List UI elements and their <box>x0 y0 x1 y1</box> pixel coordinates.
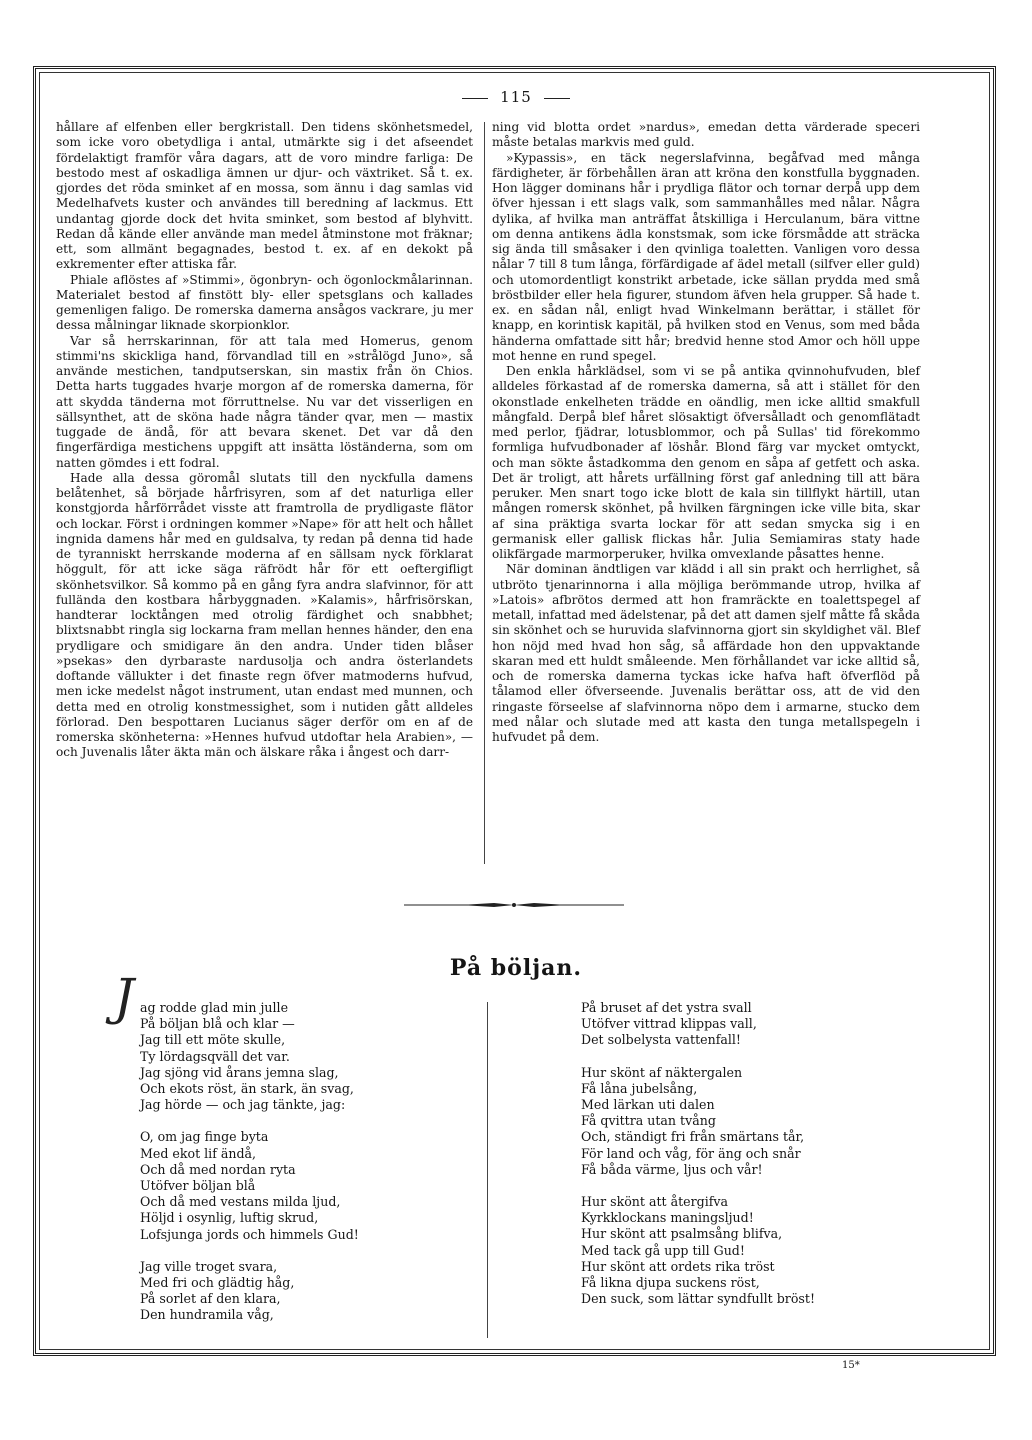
paragraph: ning vid blotta ordet »nardus», emedan detta värderade speceri måste betalas markvis med guld. <box>492 120 920 150</box>
poem-title: På böljan. <box>449 955 583 981</box>
printer-signature: 15* <box>842 1360 860 1371</box>
poem-stanzas-right <box>581 1000 815 1307</box>
article-column-left <box>56 120 473 761</box>
poem-line: Med ekot lif ändå, <box>140 1145 257 1161</box>
stanza-break <box>140 1113 359 1129</box>
page-number: 115 <box>500 88 532 106</box>
header-dash-right <box>544 98 570 99</box>
paragraph: hållare af elfenben eller bergkristall. Den tidens skönhetsmedel, som icke voro obetydliga i antal, utmärkte sig i det afseendet fördelaktigt framför våra dagars, att de voro mindre farliga: De bestodo mest af oskadliga ämnen ur djur- och växtriket. Så t. ex. gjordes det röda sminket af en mossa, som ännu i dag samlas vid Medelhafvets kuster och användes till beredning af lackmus. Ett undantag gjorde dock det hvita sminket, som bestod af blyhvitt. Redan då kände eller använde man medel åtminstone mot fräknar; ett, som allmänt begagnades, bestod t. ex. af en dekokt på exkrementer efter attiska får. <box>56 120 473 272</box>
paragraph: Den enkla hårklädsel, som vi se på antika qvinnohufvuden, blef alldeles förkastad af de romerska damerna, så att i stället för den okonstlade enkelheten trädde en oändlig, men icke alltid smakfull mångfald. Derpå blef håret slösaktigt öfversålladt och genomflätadt med perlor, fjädrar, lotusblommor, och på Sullas' tid förekommo formliga hufvudbonader af löshår. Blond färg var mycket omtyckt, och man sökte åstadkomma den genom en såpa af getfett och aska. Det är troligt, att hårets urfällning först gaf anledning till att bära peruker. Men snart togo icke blott de kala sin tillflykt härtill, utan mången romersk skönhet, på hvilken färgningen icke ville bita, skar af sina präktiga svarta lockar för att sedan smycka sig i en germanisk eller gallisk flickas hår. Julia Semiamiras staty hade olikfärgade marmorperuker, hvilka omvexlande påsattes henne. <box>492 364 920 561</box>
paragraph: När dominan ändtligen var klädd i all sin prakt och herrlighet, så utbröto tjenarinnorna i alla möjliga berömmande utrop, hvilka af »Latois» afbrötos dermed att hon framräckte en toalettspegel af metall, infattad med ädelstenar, på det att damen sjelf måtte få skåda sin skönhet och se huruvida slafvinnorna gjort sin skyldighet väl. Blef hon nöjd med hvad hon såg, så affärdade hon den uppvaktande skaran med ett huldt småleende. Men förhållandet var icke alltid så, och de romerska damerna tyckas icke hafva haft öfverflöd på tålamod eller öfverseende. Juvenalis berättar oss, att de vid den ringaste förseelse af slafvinnorna nöpo dem i armarne, stucko dem med nålar och slutade med att kasta den tunga metallspegeln i hufvudet på dem. <box>492 562 920 744</box>
poem-line: Hur skönt att ordets rika tröst <box>581 1258 775 1274</box>
poem-line: Jag ville troget svara, <box>140 1258 278 1274</box>
section-ornament <box>404 900 624 910</box>
poem-line: Med lärkan uti dalen <box>581 1097 715 1113</box>
poem-line: Ty lördagsqväll det var. <box>140 1048 290 1064</box>
poem-line: Hur skönt att psalmsång blifva, <box>581 1226 783 1242</box>
poem-line: Med fri och glädtig håg, <box>140 1275 295 1291</box>
poem-line: Det solbelysta vattenfall! <box>581 1032 741 1048</box>
poem-line: På böljan blå och klar — <box>140 1016 295 1032</box>
poem-stanzas-left <box>140 1000 359 1324</box>
stanza-break <box>140 1243 359 1259</box>
poem-line: Och då med vestans milda ljud, <box>140 1194 341 1210</box>
poem-line: Få båda värme, ljus och vår! <box>581 1161 763 1177</box>
poem-line: Den suck, som lättar syndfullt bröst! <box>581 1291 815 1307</box>
poem-line: Utöfver vittrad klippas vall, <box>581 1016 757 1032</box>
stanza-break <box>581 1178 815 1194</box>
stanza-break <box>581 1049 815 1065</box>
poem-line: Jag hörde — och jag tänkte, jag: <box>140 1097 346 1113</box>
poem-line: Hur skönt att återgifva <box>581 1194 729 1210</box>
poem-line: Hur skönt af näktergalen <box>581 1064 743 1080</box>
poem-line: Med tack gå upp till Gud! <box>581 1242 745 1258</box>
poem-line: Jag till ett möte skulle, <box>140 1032 286 1048</box>
poem-line: Få låna jubelsång, <box>581 1080 698 1096</box>
paragraph: Hade alla dessa göromål slutats till den nyckfulla damens belåtenhet, så började hårfrisyren, som af det naturliga eller konstgjorda hårförrådet visste att framtrolla de prydligaste flätor och lockar. Först i ordningen kommer »Nape» för att helt och hållet ingnida damens hår med en guldsalva, ty redan på denna tid hade de tyranniskt herrskande moderna af en sällsam nyck förklarat höggult, för att icke säga räfrödt hår för ett oeftergifligt skönhetsvilkor. Så kommo på en gång fyra andra slafvinnor, för att fullända den kostbara hårbyggnaden. »Kalamis», hårfrisörskan, handterar locktången med otrolig färdighet och snabbhet; blixtsnabbt ringla sig lockarna fram mellan hennes händer, den ena prydligare och smidigare än den andra. Under tiden blåser »psekas» den dyrbaraste nardusolja och andra österlandets doftande vällukter i det finaste regn öfver matmoderns hufvud, men icke medelst något instrument, utan endast med munnen, och detta med en otrolig konstmessighet, som i nutiden gått alldeles förlorad. Den bespottaren Lucianus säger derför om en af de romerska skönheterna: »Hennes hufvud utdoftar hela Arabien», — och Juvenalis låter äkta män och älskare råka i ångest och darr- <box>56 470 473 760</box>
poem-line: Och då med nordan ryta <box>140 1161 296 1177</box>
poem-divider <box>487 1002 488 1338</box>
poem-line: På bruset af det ystra svall <box>581 1000 752 1015</box>
paragraph: Phiale aflöstes af »Stimmi», ögonbryn- och ögonlockmålarinnan. Materialet bestod af finstött bly- eller spetsglans och kallades gemenligen faligo. De romerska damerna ansågos vackrare, ju mer dessa målningar liknade skorpionklor. <box>56 272 473 333</box>
poem-line: På sorlet af den klara, <box>140 1291 281 1307</box>
poem-line: Lofsjunga jords och himmels Gud! <box>140 1226 359 1242</box>
page-number-header <box>0 88 1032 106</box>
poem-line: Få qvittra utan tvång <box>581 1113 716 1129</box>
header-dash-left <box>462 98 488 99</box>
paragraph: »Kypassis», en täck negerslafvinna, begåfvad med många färdigheter, är förbehållen äran att kröna den konstfulla byggnaden. Hon lägger dominans hår i prydliga flätor och tornar derpå upp dem öfver hjessan i ett slags valk, som sammanhålles med nålar. Några dylika, af hvilka man anträffat åtskilliga i Herculanum, bära vittne om denna antikens ädla konstsmak, som icke försmådde att sträcka sig ända till småsaker i den qvinliga toaletten. Vanligen voro dessa nålar 7 till 8 tum långa, förfärdigade af ädel metall (silfver eller guld) och utomordentligt konstrikt arbetade, icke sällan prydda med små bröstbilder eller hela figurer, stundom äfven hela grupper. Så hade t. ex. en sådan nål, enligt hvad Winkelmann berättar, i stället för knapp, en korintisk kapitäl, på hvilken stod en Venus, som med båda händerna omfattade sitt hår; bredvid henne stod Amor och höll uppe mot henne en rund spegel. <box>492 150 920 363</box>
poem-line: Utöfver böljan blå <box>140 1178 256 1194</box>
poem-line: Den hundramila våg, <box>140 1307 274 1323</box>
poem-line: Och, ständigt fri från smärtans tår, <box>581 1129 805 1145</box>
poem-line: Höljd i osynlig, luftig skrud, <box>140 1210 319 1226</box>
poem-line: Jag sjöng vid årans jemna slag, <box>140 1064 339 1080</box>
column-divider <box>484 122 485 864</box>
article-column-right <box>492 120 920 745</box>
poem-line: Kyrkklockans maningsljud! <box>581 1210 754 1226</box>
poem-line: Och ekots röst, än stark, än svag, <box>140 1081 354 1097</box>
poem-line: ag rodde glad min julle <box>140 1000 289 1015</box>
poem-line: För land och våg, för äng och snår <box>581 1145 801 1161</box>
poem-line: O, om jag finge byta <box>140 1129 269 1145</box>
paragraph: Var så herrskarinnan, för att tala med Homerus, genom stimmi'ns skickliga hand, förvandlad till en »strålögd Juno», så använde mestichen, tandputserskan, sin mastix från ön Chios. Detta harts tuggades hvarje morgon af de romerska damerna, för att skydda tänderna mot förruttnelse. Nu var det visserligen en sällsynthet, att de sköna hade några tänder qvar, men — mastix tuggade de ändå, för att bevara skenet. Det var då den fingerfärdiga mestichens uppgift att insätta löständerna, som om natten gömdes i ett fodral. <box>56 333 473 470</box>
poem-line: Få likna djupa suckens röst, <box>581 1275 760 1291</box>
poem-dropcap: J <box>114 968 135 1026</box>
